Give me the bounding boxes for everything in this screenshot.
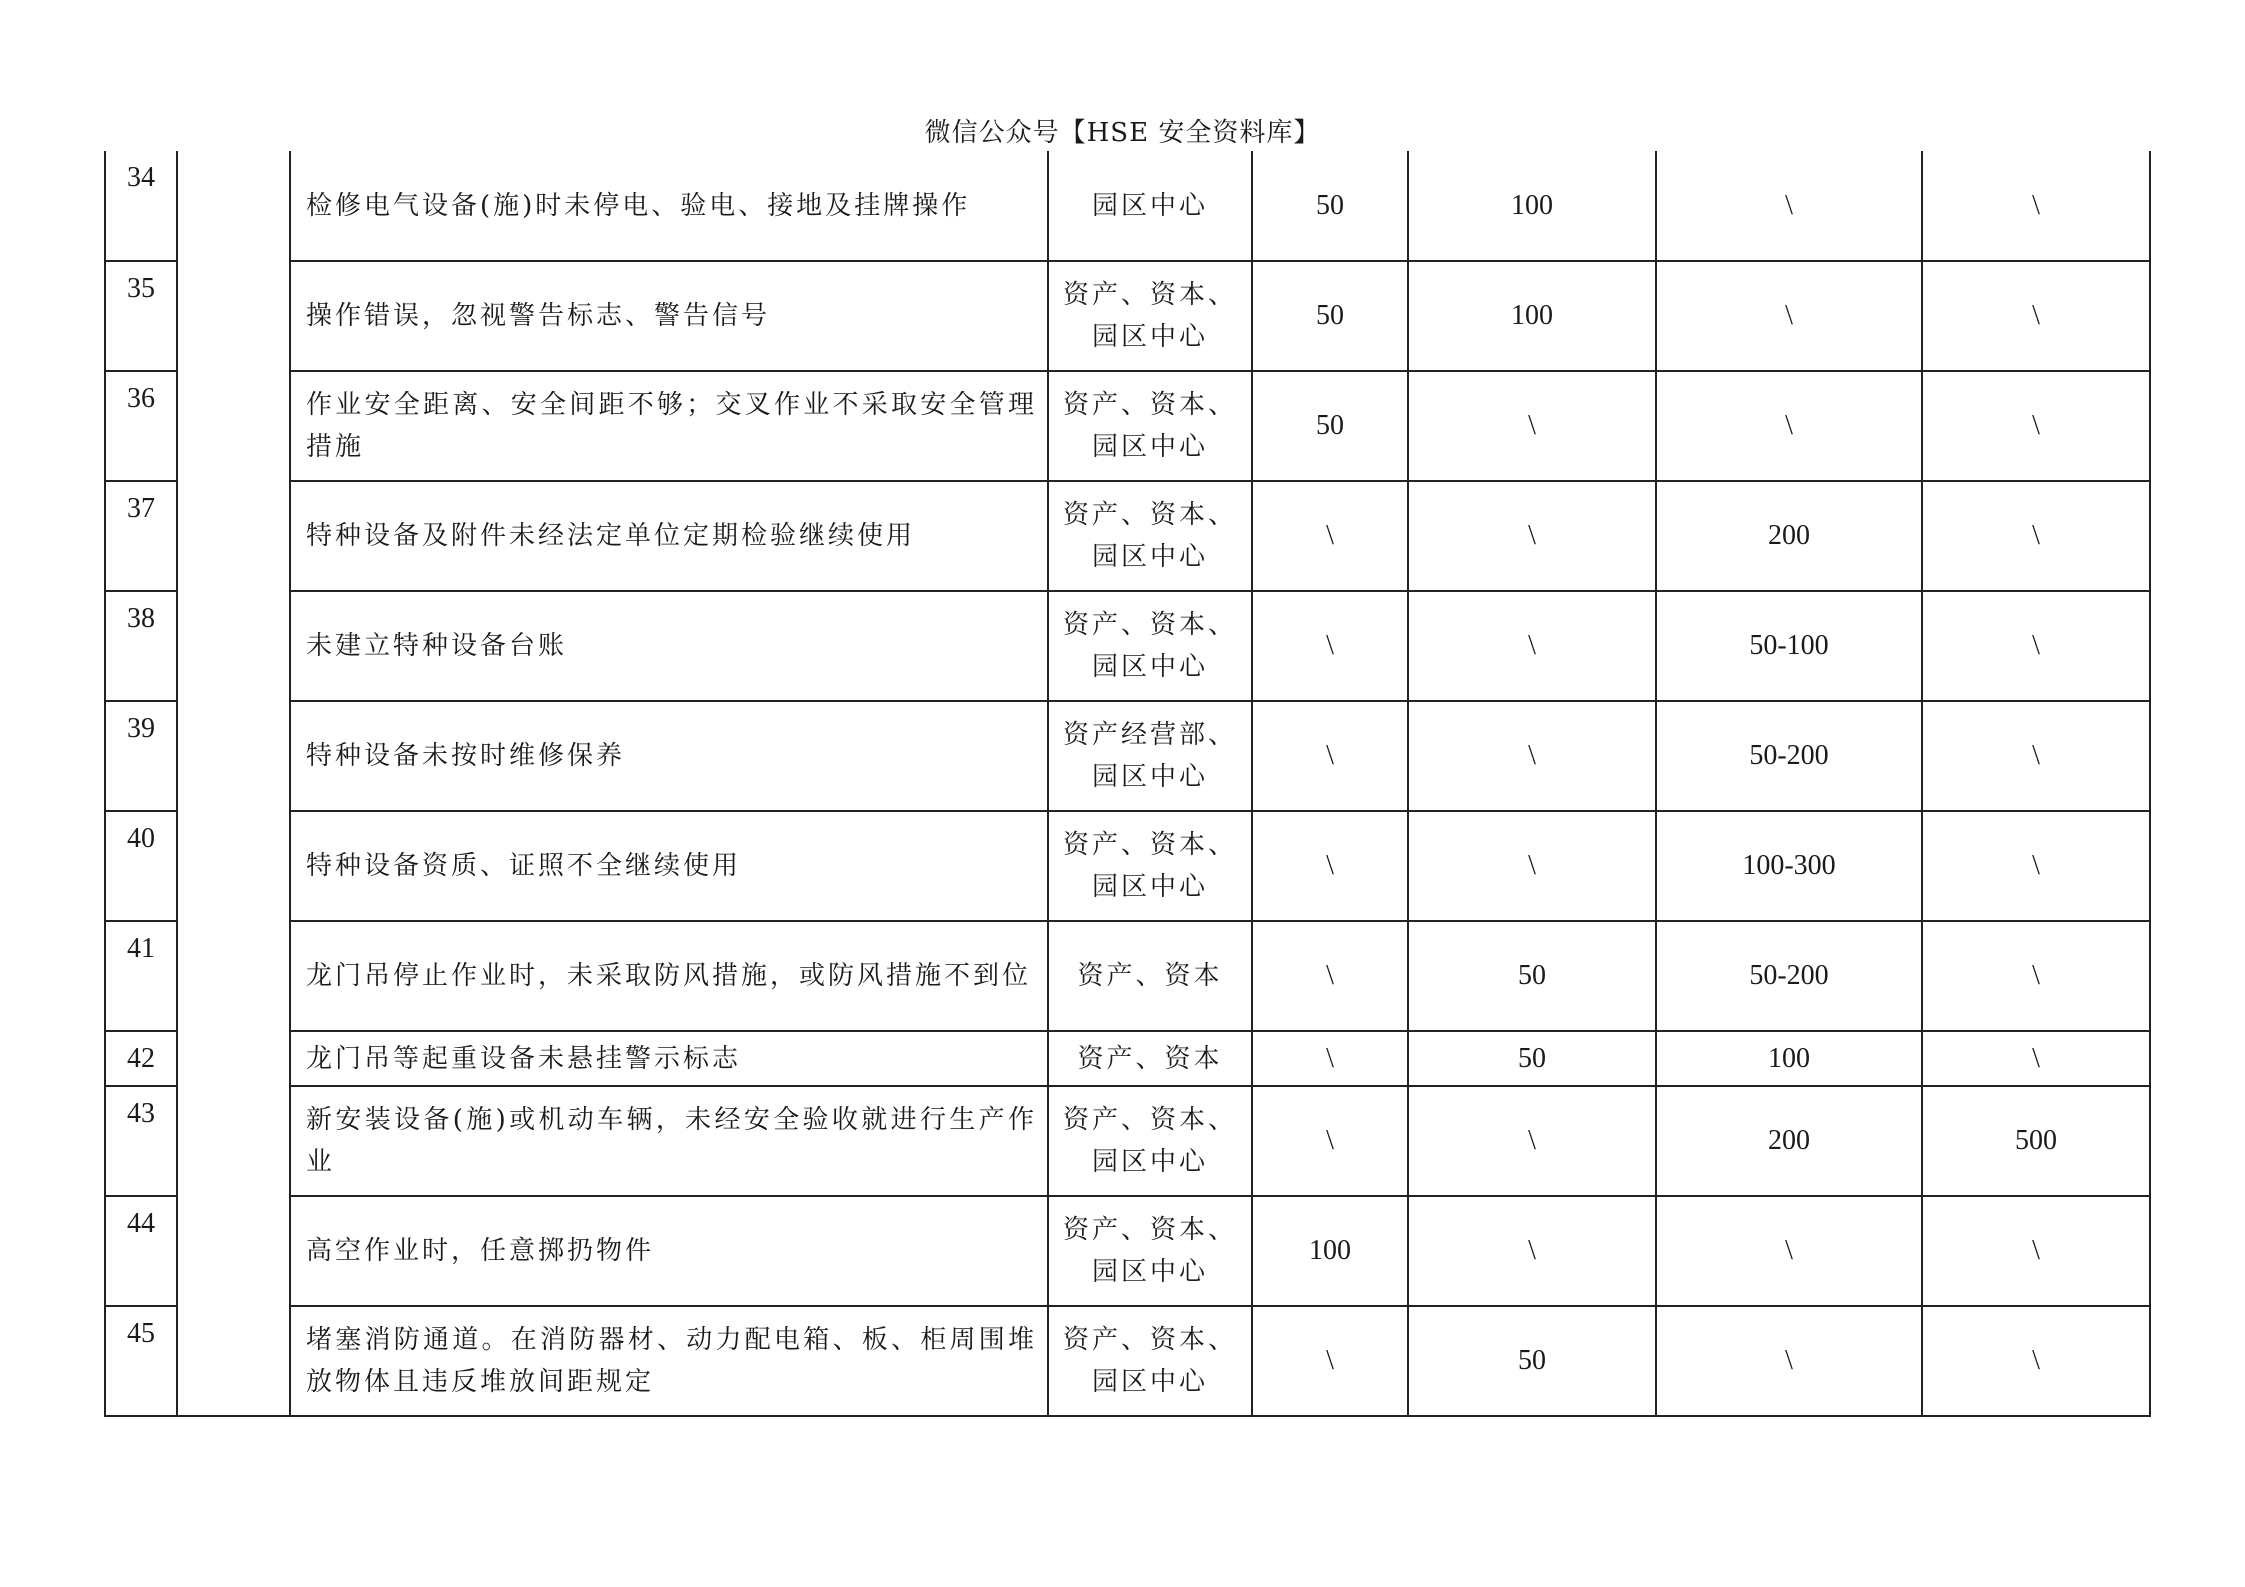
responsible-dept: 资产、资本、园区中心 (1048, 1306, 1252, 1416)
penalty-col-2: \ (1408, 701, 1656, 811)
responsible-dept: 资产、资本、园区中心 (1048, 591, 1252, 701)
table-row (105, 1196, 2150, 1306)
row-number: 45 (105, 1306, 177, 1416)
penalty-col-2: 100 (1408, 261, 1656, 371)
violation-description: 特种设备及附件未经法定单位定期检验继续使用 (290, 481, 1048, 591)
violation-description: 检修电气设备(施)时未停电、验电、接地及挂牌操作 (290, 151, 1048, 261)
row-number: 37 (105, 481, 177, 591)
penalty-col-3: 50-100 (1656, 591, 1922, 701)
violation-description: 堵塞消防通道。在消防器材、动力配电箱、板、柜周围堆放物体且违反堆放间距规定 (290, 1306, 1048, 1416)
violation-description: 特种设备未按时维修保养 (290, 701, 1048, 811)
table-row (105, 921, 2150, 1031)
penalty-col-3: \ (1656, 371, 1922, 481)
penalty-col-1: \ (1252, 921, 1408, 1031)
responsible-dept: 园区中心 (1048, 151, 1252, 261)
penalty-col-1: \ (1252, 481, 1408, 591)
row-number: 36 (105, 371, 177, 481)
violation-description: 作业安全距离、安全间距不够；交叉作业不采取安全管理措施 (290, 371, 1048, 481)
penalty-col-3: 100 (1656, 1031, 1922, 1086)
row-number: 39 (105, 701, 177, 811)
responsible-dept: 资产、资本、园区中心 (1048, 481, 1252, 591)
penalty-col-3: \ (1656, 1196, 1922, 1306)
table-row (105, 261, 2150, 371)
table-row (105, 481, 2150, 591)
penalty-col-3: 50-200 (1656, 701, 1922, 811)
responsible-dept: 资产、资本、园区中心 (1048, 811, 1252, 921)
penalty-col-3: 200 (1656, 481, 1922, 591)
penalty-col-1: 50 (1252, 371, 1408, 481)
violation-description: 操作错误，忽视警告标志、警告信号 (290, 261, 1048, 371)
page-header: 微信公众号【HSE 安全资料库】 (924, 118, 1321, 148)
penalty-col-3: 50-200 (1656, 921, 1922, 1031)
penalty-col-2: 50 (1408, 1031, 1656, 1086)
penalty-col-1: \ (1252, 1031, 1408, 1086)
penalty-col-2: \ (1408, 371, 1656, 481)
row-number: 43 (105, 1086, 177, 1196)
responsible-dept: 资产、资本、园区中心 (1048, 261, 1252, 371)
responsible-dept: 资产、资本 (1048, 921, 1252, 1031)
row-number: 34 (105, 151, 177, 261)
penalty-col-1: \ (1252, 1086, 1408, 1196)
penalty-col-4: \ (1922, 811, 2150, 921)
violation-description: 未建立特种设备台账 (290, 591, 1048, 701)
penalty-col-3: \ (1656, 261, 1922, 371)
penalty-col-2: \ (1408, 811, 1656, 921)
penalty-col-2: 100 (1408, 151, 1656, 261)
penalty-col-4: \ (1922, 1031, 2150, 1086)
violation-description: 龙门吊等起重设备未悬挂警示标志 (290, 1031, 1048, 1086)
penalty-col-4: \ (1922, 481, 2150, 591)
penalty-col-2: \ (1408, 1086, 1656, 1196)
row-number: 44 (105, 1196, 177, 1306)
penalty-col-4: 500 (1922, 1086, 2150, 1196)
penalty-col-1: 100 (1252, 1196, 1408, 1306)
row-number: 42 (105, 1031, 177, 1086)
penalty-col-4: \ (1922, 921, 2150, 1031)
category-cell (177, 151, 290, 1416)
penalty-col-4: \ (1922, 1196, 2150, 1306)
table-row (105, 1306, 2150, 1416)
penalty-col-4: \ (1922, 371, 2150, 481)
penalty-col-1: 50 (1252, 261, 1408, 371)
penalty-col-2: 50 (1408, 921, 1656, 1031)
penalty-col-4: \ (1922, 1306, 2150, 1416)
table-row (105, 1031, 2150, 1086)
penalty-col-2: 50 (1408, 1306, 1656, 1416)
table-row (105, 591, 2150, 701)
penalty-col-4: \ (1922, 261, 2150, 371)
table-row (105, 371, 2150, 481)
penalty-col-3: 100-300 (1656, 811, 1922, 921)
row-number: 40 (105, 811, 177, 921)
table-row (105, 701, 2150, 811)
penalty-col-1: \ (1252, 591, 1408, 701)
penalty-col-1: 50 (1252, 151, 1408, 261)
row-number: 35 (105, 261, 177, 371)
penalty-table (104, 151, 2151, 1417)
table-row (105, 811, 2150, 921)
row-number: 41 (105, 921, 177, 1031)
table-row (105, 1086, 2150, 1196)
responsible-dept: 资产、资本 (1048, 1031, 1252, 1086)
penalty-col-2: \ (1408, 1196, 1656, 1306)
responsible-dept: 资产经营部、园区中心 (1048, 701, 1252, 811)
penalty-col-4: \ (1922, 591, 2150, 701)
violation-description: 高空作业时，任意掷扔物件 (290, 1196, 1048, 1306)
row-number: 38 (105, 591, 177, 701)
table-row (105, 151, 2150, 261)
penalty-col-3: 200 (1656, 1086, 1922, 1196)
violation-description: 龙门吊停止作业时，未采取防风措施，或防风措施不到位 (290, 921, 1048, 1031)
penalty-col-2: \ (1408, 591, 1656, 701)
penalty-col-1: \ (1252, 1306, 1408, 1416)
violation-description: 特种设备资质、证照不全继续使用 (290, 811, 1048, 921)
penalty-col-3: \ (1656, 151, 1922, 261)
penalty-col-2: \ (1408, 481, 1656, 591)
penalty-col-4: \ (1922, 151, 2150, 261)
penalty-col-4: \ (1922, 701, 2150, 811)
penalty-col-1: \ (1252, 701, 1408, 811)
violation-description: 新安装设备(施)或机动车辆，未经安全验收就进行生产作业 (290, 1086, 1048, 1196)
penalty-col-1: \ (1252, 811, 1408, 921)
responsible-dept: 资产、资本、园区中心 (1048, 1196, 1252, 1306)
penalty-col-3: \ (1656, 1306, 1922, 1416)
responsible-dept: 资产、资本、园区中心 (1048, 1086, 1252, 1196)
responsible-dept: 资产、资本、园区中心 (1048, 371, 1252, 481)
